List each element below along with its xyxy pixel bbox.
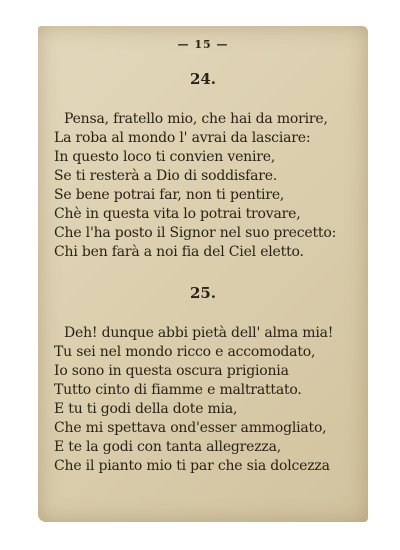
verse-line: Se ti resterà a Dio di soddisfare.: [54, 168, 278, 184]
verse-line: Tu sei nel mondo ricco e accomodato,: [54, 344, 316, 360]
verse-line: Che mi spettava ond'esser ammogliato,: [54, 420, 327, 436]
verse-line: E te la godi con tanta allegrezza,: [54, 439, 282, 455]
verse-line: Pensa, fratello mio, che hai da morire,: [64, 111, 328, 127]
verse-line: Che il pianto mio ti par che sia dolcezza: [54, 458, 330, 474]
stanza-25: [54, 324, 360, 476]
verse-line: Se bene potrai far, non ti pentire,: [54, 187, 285, 203]
verse-line: Chi ben farà a noi fia del Ciel eletto.: [54, 244, 304, 260]
verse-line: Deh! dunque abbi pietà dell' alma mia!: [64, 325, 334, 341]
section-number-25: 25.: [189, 284, 217, 302]
verse-line: E tu ti godi della dote mia,: [54, 401, 238, 417]
section-number-24: 24.: [189, 70, 217, 88]
verse-line: Che l'ha posto il Signor nel suo precetto:: [54, 225, 337, 241]
stanza-24: [54, 110, 360, 262]
verse-line: Tutto cinto di fiamme e maltrattato.: [54, 382, 302, 398]
verse-line: In questo loco ti convien venire,: [54, 149, 276, 165]
verse-line: La roba al mondo l' avrai da lasciare:: [54, 130, 311, 146]
page-number: — 15 —: [177, 38, 229, 51]
verse-line: Chè in questa vita lo potrai trovare,: [54, 206, 301, 222]
verse-line: Io sono in questa oscura prigionia: [54, 363, 289, 379]
book-page: [38, 26, 368, 522]
